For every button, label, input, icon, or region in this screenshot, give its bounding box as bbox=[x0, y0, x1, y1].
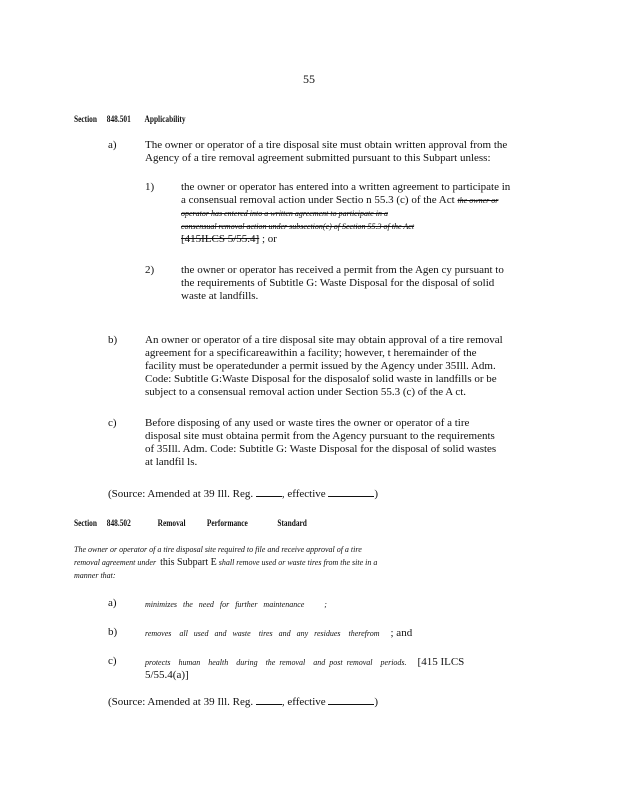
line: manner that: bbox=[74, 571, 116, 580]
line: Code: Subtitle G:Waste Disposal for the disposalof solid waste in landfills or be bbox=[145, 373, 497, 385]
blank-line bbox=[256, 487, 282, 497]
line: 5/55.4(a)] bbox=[145, 669, 189, 681]
subsection-b-text bbox=[145, 627, 541, 640]
item-1-text bbox=[181, 181, 543, 246]
line: An owner or operator of a tire disposal site may obtain approval of a tire removal bbox=[145, 334, 503, 346]
line: the owner or operator has entered into a written agreement to participate in bbox=[181, 181, 511, 193]
section-title-part: Standard bbox=[277, 518, 307, 528]
section-number: 848.502 bbox=[106, 518, 131, 528]
item-tail: [415 ILCS bbox=[417, 656, 465, 668]
subsection-a-text bbox=[145, 598, 541, 611]
struck-line: consensual removal action under subsection(c) of Section 55.3 of the Act bbox=[181, 222, 415, 231]
subsection-b-marker: b) bbox=[108, 334, 118, 346]
source-text: (Source: Amended at 39 Ill. Reg. bbox=[108, 696, 254, 708]
section-848-501-heading bbox=[74, 114, 186, 124]
source-effective: effective bbox=[287, 488, 326, 500]
intro-part-normal: this Subpart E bbox=[160, 557, 217, 568]
item-2-text bbox=[181, 264, 543, 303]
section-title: Applicability bbox=[144, 114, 186, 124]
line: agreement for a specificareawithin a facility; however, t heremainder of the bbox=[145, 347, 477, 359]
line bbox=[181, 194, 543, 207]
line: disposal site must obtaina permit from the Agency pursuant to the requirements bbox=[145, 430, 495, 442]
line-tail: ; or bbox=[261, 233, 277, 245]
section-label: Section bbox=[74, 114, 97, 124]
subsection-c-marker: c) bbox=[108, 417, 117, 429]
section-number: 848.501 bbox=[106, 114, 131, 124]
subsection-a-marker: a) bbox=[108, 139, 117, 151]
blank-line bbox=[328, 487, 374, 497]
section-848-502-heading bbox=[74, 518, 307, 528]
blank-line bbox=[328, 695, 374, 705]
line: at landfil ls. bbox=[145, 456, 198, 468]
item-1-marker: 1) bbox=[145, 181, 155, 193]
intro-part: shall remove used or waste tires from the site in a bbox=[218, 558, 378, 567]
line-normal: a consensual removal action under Sectio n 55.3 (c) of the Act bbox=[181, 194, 455, 206]
line: of 35Ill. Adm. Code: Subtitle G: Waste Disposal for the disposal of solid wastes bbox=[145, 443, 497, 455]
subsection-a-marker: a) bbox=[108, 597, 117, 609]
page-number: 55 bbox=[303, 72, 315, 86]
line: The owner or operator of a tire disposal site must obtain written approval from the bbox=[145, 139, 508, 151]
section-title-part: Performance bbox=[206, 518, 248, 528]
subsection-a-text bbox=[145, 139, 541, 165]
line bbox=[74, 556, 510, 569]
struck-citation: [415ILCS 5/55.4] bbox=[181, 233, 260, 245]
source-text: (Source: Amended at 39 Ill. Reg. bbox=[108, 488, 254, 500]
line: waste at landfills. bbox=[181, 290, 259, 302]
line bbox=[181, 233, 543, 246]
source-close: ) bbox=[374, 696, 379, 708]
item-tail: ; and bbox=[390, 627, 413, 639]
struck-line: operator has entered into a written agreement to participate in a bbox=[181, 209, 388, 218]
subsection-b-text bbox=[145, 334, 541, 399]
line bbox=[145, 656, 541, 669]
section-label: Section bbox=[74, 518, 97, 528]
item-text: protects human health during the removal and post removal periods. bbox=[145, 658, 407, 667]
source-note: (Source: Amended at 39 Ill. Reg. , effective ) bbox=[108, 696, 379, 708]
source-note: (Source: Amended at 39 Ill. Reg. , effective ) bbox=[108, 488, 379, 500]
item-text: removes all used and waste tires and any residues therefrom bbox=[145, 629, 380, 638]
line: the owner or operator has received a permit from the Agen cy pursuant to bbox=[181, 264, 504, 276]
intro-part: removal agreement under bbox=[74, 558, 157, 567]
blank-line bbox=[256, 695, 282, 705]
line: subject to a consensual removal action under Section 55.3 (c) of the A ct. bbox=[145, 386, 467, 398]
subsection-c-text bbox=[145, 656, 541, 682]
section-title-part: Removal bbox=[157, 518, 186, 528]
line: the requirements of Subtitle G: Waste Disposal for the disposal of solid bbox=[181, 277, 495, 289]
item-2-marker: 2) bbox=[145, 264, 155, 276]
line: Before disposing of any used or waste tires the owner or operator of a tire bbox=[145, 417, 470, 429]
line: facility must be operatedunder a permit issued by the Agency under 35Ill. Adm. bbox=[145, 360, 496, 372]
line: The owner or operator of a tire disposal site required to file and receive approval of a tire bbox=[74, 545, 362, 554]
line: Agency of a tire removal agreement submitted pursuant to this Subpart unless: bbox=[145, 152, 491, 164]
line: minimizes the need for further maintenance ; bbox=[145, 600, 327, 609]
section-intro bbox=[74, 543, 510, 582]
subsection-c-marker: c) bbox=[108, 655, 117, 667]
line bbox=[145, 627, 541, 640]
subsection-c-text bbox=[145, 417, 541, 469]
subsection-b-marker: b) bbox=[108, 626, 118, 638]
source-close: ) bbox=[374, 488, 379, 500]
struck-text: the owner or bbox=[457, 196, 499, 205]
source-effective: effective bbox=[287, 696, 326, 708]
